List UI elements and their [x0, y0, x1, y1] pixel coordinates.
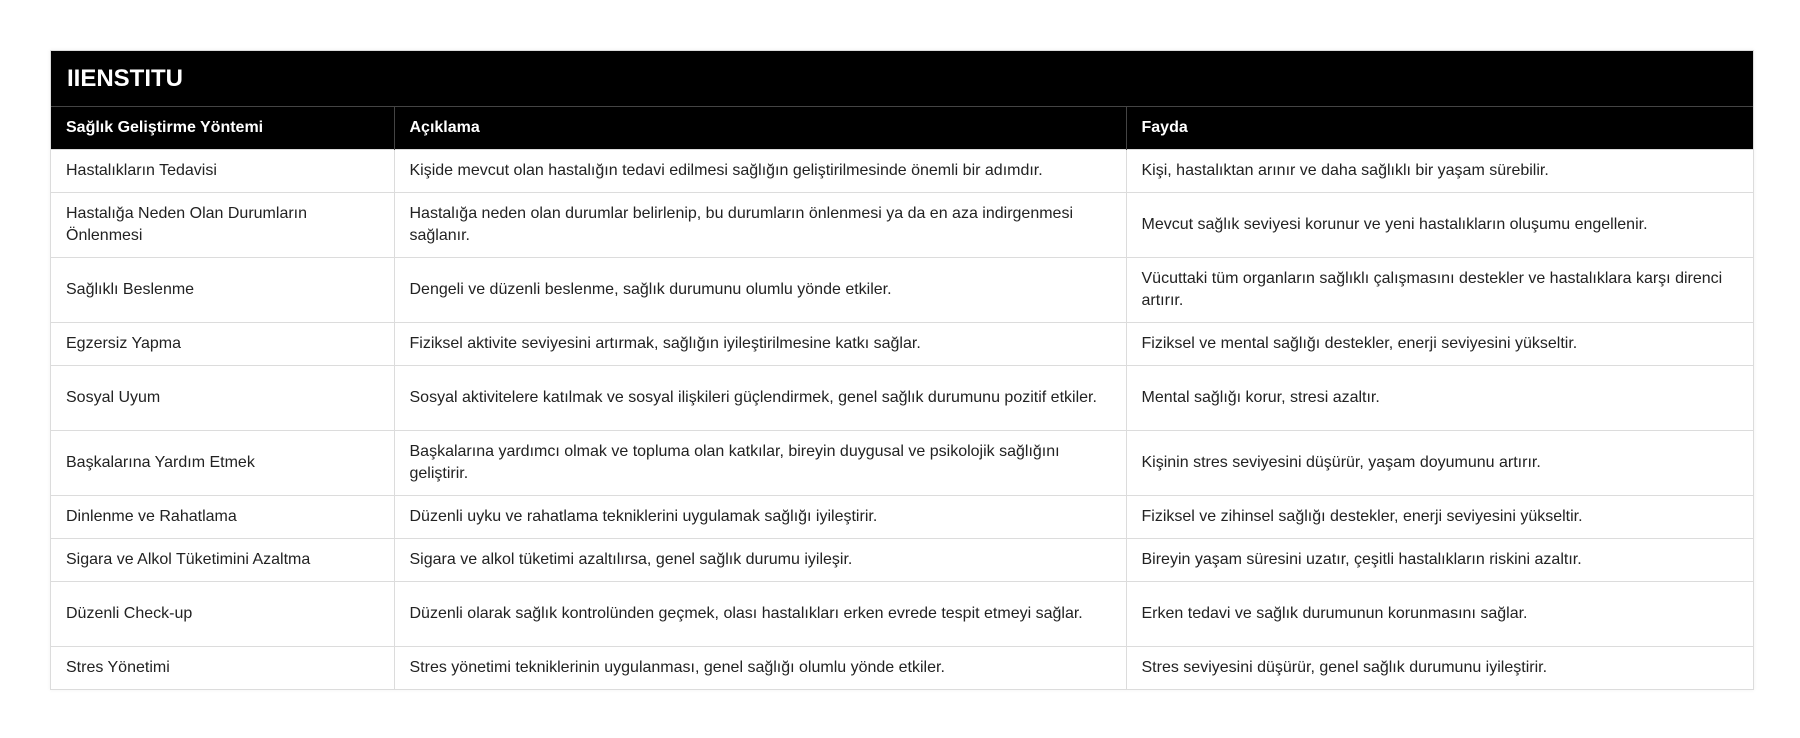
cell-benefit: Mevcut sağlık seviyesi korunur ve yeni hastalıkların oluşumu engellenir. — [1126, 193, 1753, 258]
column-header-method: Sağlık Geliştirme Yöntemi — [51, 107, 394, 150]
cell-description: Dengeli ve düzenli beslenme, sağlık durumunu olumlu yönde etkiler. — [394, 258, 1126, 323]
cell-description: Hastalığa neden olan durumlar belirlenip, bu durumların önlenmesi ya da en aza indirgenmesi sağlanır. — [394, 193, 1126, 258]
cell-benefit: Mental sağlığı korur, stresi azaltır. — [1126, 366, 1753, 431]
table-row — [51, 323, 1753, 366]
cell-method: Hastalığa Neden Olan Durumların Önlenmesi — [51, 193, 394, 258]
cell-benefit: Fiziksel ve mental sağlığı destekler, enerji seviyesini yükseltir. — [1126, 323, 1753, 366]
table-row — [51, 258, 1753, 323]
table-row — [51, 647, 1753, 690]
cell-method: Hastalıkların Tedavisi — [51, 150, 394, 193]
cell-method: Sigara ve Alkol Tüketimini Azaltma — [51, 539, 394, 582]
cell-method: Sosyal Uyum — [51, 366, 394, 431]
cell-method: Başkalarına Yardım Etmek — [51, 431, 394, 496]
table-row — [51, 150, 1753, 193]
cell-description: Fiziksel aktivite seviyesini artırmak, sağlığın iyileştirilmesine katkı sağlar. — [394, 323, 1126, 366]
cell-method: Stres Yönetimi — [51, 647, 394, 690]
cell-description: Kişide mevcut olan hastalığın tedavi edilmesi sağlığın geliştirilmesinde önemli bir adımdır. — [394, 150, 1126, 193]
cell-description: Stres yönetimi tekniklerinin uygulanması, genel sağlığı olumlu yönde etkiler. — [394, 647, 1126, 690]
brand-title: IIENSTITU — [51, 51, 1753, 106]
cell-method: Dinlenme ve Rahatlama — [51, 496, 394, 539]
cell-benefit: Fiziksel ve zihinsel sağlığı destekler, enerji seviyesini yükseltir. — [1126, 496, 1753, 539]
health-methods-table — [51, 106, 1753, 689]
cell-benefit: Kişi, hastalıktan arınır ve daha sağlıklı bir yaşam sürebilir. — [1126, 150, 1753, 193]
cell-benefit: Bireyin yaşam süresini uzatır, çeşitli hastalıkların riskini azaltır. — [1126, 539, 1753, 582]
cell-method: Düzenli Check-up — [51, 582, 394, 647]
table-row — [51, 496, 1753, 539]
cell-benefit: Stres seviyesini düşürür, genel sağlık durumunu iyileştirir. — [1126, 647, 1753, 690]
cell-benefit: Vücuttaki tüm organların sağlıklı çalışmasını destekler ve hastalıklara karşı direnci artırır. — [1126, 258, 1753, 323]
column-header-description: Açıklama — [394, 107, 1126, 150]
cell-description: Başkalarına yardımcı olmak ve topluma olan katkılar, bireyin duygusal ve psikolojik sağlığını geliştirir. — [394, 431, 1126, 496]
cell-description: Düzenli olarak sağlık kontrolünden geçmek, olası hastalıkları erken evrede tespit etmeyi sağlar. — [394, 582, 1126, 647]
table-row — [51, 193, 1753, 258]
cell-description: Düzenli uyku ve rahatlama tekniklerini uygulamak sağlığı iyileştirir. — [394, 496, 1126, 539]
table-row — [51, 431, 1753, 496]
cell-method: Egzersiz Yapma — [51, 323, 394, 366]
cell-benefit: Kişinin stres seviyesini düşürür, yaşam doyumunu artırır. — [1126, 431, 1753, 496]
table-row — [51, 582, 1753, 647]
cell-description: Sosyal aktivitelere katılmak ve sosyal ilişkileri güçlendirmek, genel sağlık durumunu pozitif etkiler. — [394, 366, 1126, 431]
table-row — [51, 539, 1753, 582]
table-row — [51, 366, 1753, 431]
cell-method: Sağlıklı Beslenme — [51, 258, 394, 323]
cell-benefit: Erken tedavi ve sağlık durumunun korunmasını sağlar. — [1126, 582, 1753, 647]
table-header-row — [51, 107, 1753, 150]
cell-description: Sigara ve alkol tüketimi azaltılırsa, genel sağlık durumu iyileşir. — [394, 539, 1126, 582]
health-methods-table-card — [50, 50, 1754, 690]
column-header-benefit: Fayda — [1126, 107, 1753, 150]
